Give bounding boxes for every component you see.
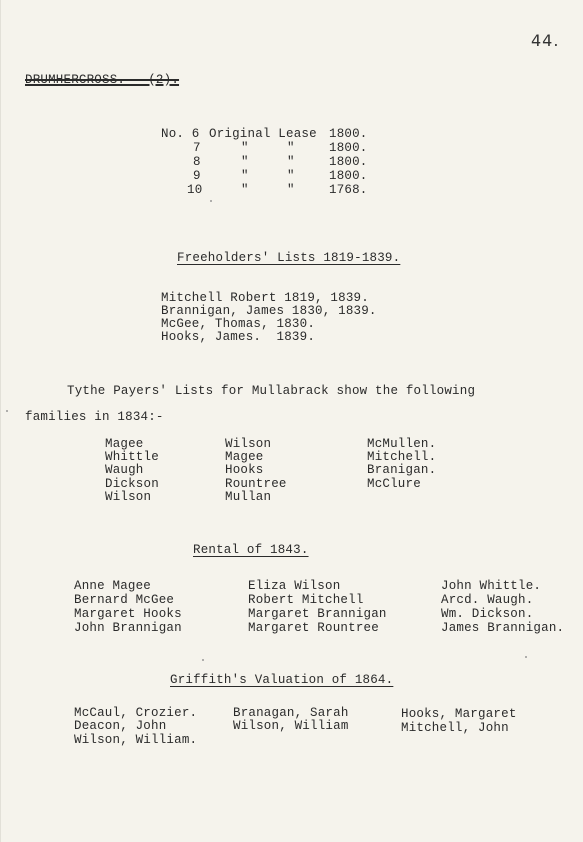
list-item: Margaret Hooks (74, 607, 182, 621)
list-item: Deacon, John (74, 719, 167, 733)
ditto-mark: " (241, 155, 249, 169)
lease-year: 1800. (329, 141, 368, 155)
page-number: 44. (531, 31, 560, 50)
tythe-intro-line1: Tythe Payers' Lists for Mullabrack show the following (67, 384, 476, 398)
list-item: Wilson, William. (74, 733, 198, 747)
lease-no: 10 (187, 183, 203, 197)
ditto-mark: " (287, 155, 295, 169)
list-item: Wm. Dickson. (441, 607, 534, 621)
list-item: McGee, Thomas, 1830. (161, 317, 316, 331)
tythe-intro-line2: families in 1834:- (25, 410, 164, 424)
list-item: Anne Magee (74, 579, 152, 593)
list-item: Rountree (225, 477, 287, 491)
list-item: Robert Mitchell (248, 593, 364, 607)
list-item: Mitchell Robert 1819, 1839. (161, 291, 369, 305)
freeholders-title: Freeholders' Lists 1819-1839. (177, 251, 401, 265)
document-header: DRUMHERCROSS. - (2). (25, 73, 180, 87)
list-item: Hooks, Margaret (401, 707, 517, 721)
list-item: Wilson (225, 437, 272, 451)
lease-no: No. 6 (161, 127, 200, 141)
list-item: John Brannigan (74, 621, 182, 635)
ditto-mark: " (241, 183, 249, 197)
list-item: Arcd. Waugh. (441, 593, 534, 607)
ditto-mark: " (287, 169, 295, 183)
list-item: Eliza Wilson (248, 579, 341, 593)
list-item: John Whittle. (441, 579, 542, 593)
griffith-title: Griffith's Valuation of 1864. (170, 673, 394, 687)
lease-label: Original Lease (209, 127, 317, 141)
list-item: Branigan. (367, 463, 437, 477)
list-item: Bernard McGee (74, 593, 175, 607)
list-item: Hooks (225, 463, 264, 477)
rental-title: Rental of 1843. (193, 543, 309, 557)
ditto-mark: " (241, 141, 249, 155)
list-item: Brannigan, James 1830, 1839. (161, 304, 377, 318)
lease-year: 1800. (329, 155, 368, 169)
list-item: Wilson (105, 490, 152, 504)
list-item: McCaul, Crozier. (74, 706, 198, 720)
list-item: Hooks, James. 1839. (161, 330, 316, 344)
ditto-mark: " (287, 141, 295, 155)
list-item: McMullen. (367, 437, 437, 451)
list-item: Whittle (105, 450, 159, 464)
paper-speck (210, 200, 212, 202)
list-item: McClure (367, 477, 421, 491)
paper-speck (6, 410, 8, 412)
list-item: Waugh (105, 463, 144, 477)
paper-speck (202, 659, 204, 661)
lease-no: 9 (193, 169, 201, 183)
list-item: Margaret Brannigan (248, 607, 387, 621)
list-item: Mullan (225, 490, 272, 504)
list-item: Dickson (105, 477, 159, 491)
list-item: Margaret Rountree (248, 621, 379, 635)
lease-year: 1800. (329, 169, 368, 183)
list-item: James Brannigan. (441, 621, 565, 635)
list-item: Mitchell, John (401, 721, 509, 735)
lease-no: 8 (193, 155, 201, 169)
list-item: Branagan, Sarah (233, 706, 349, 720)
list-item: Mitchell. (367, 450, 437, 464)
list-item: Magee (225, 450, 264, 464)
list-item: Magee (105, 437, 144, 451)
lease-no: 7 (193, 141, 201, 155)
ditto-mark: " (287, 183, 295, 197)
lease-year: 1768. (329, 183, 368, 197)
ditto-mark: " (241, 169, 249, 183)
paper-speck (525, 656, 527, 658)
list-item: Wilson, William (233, 719, 349, 733)
lease-year: 1800. (329, 127, 368, 141)
